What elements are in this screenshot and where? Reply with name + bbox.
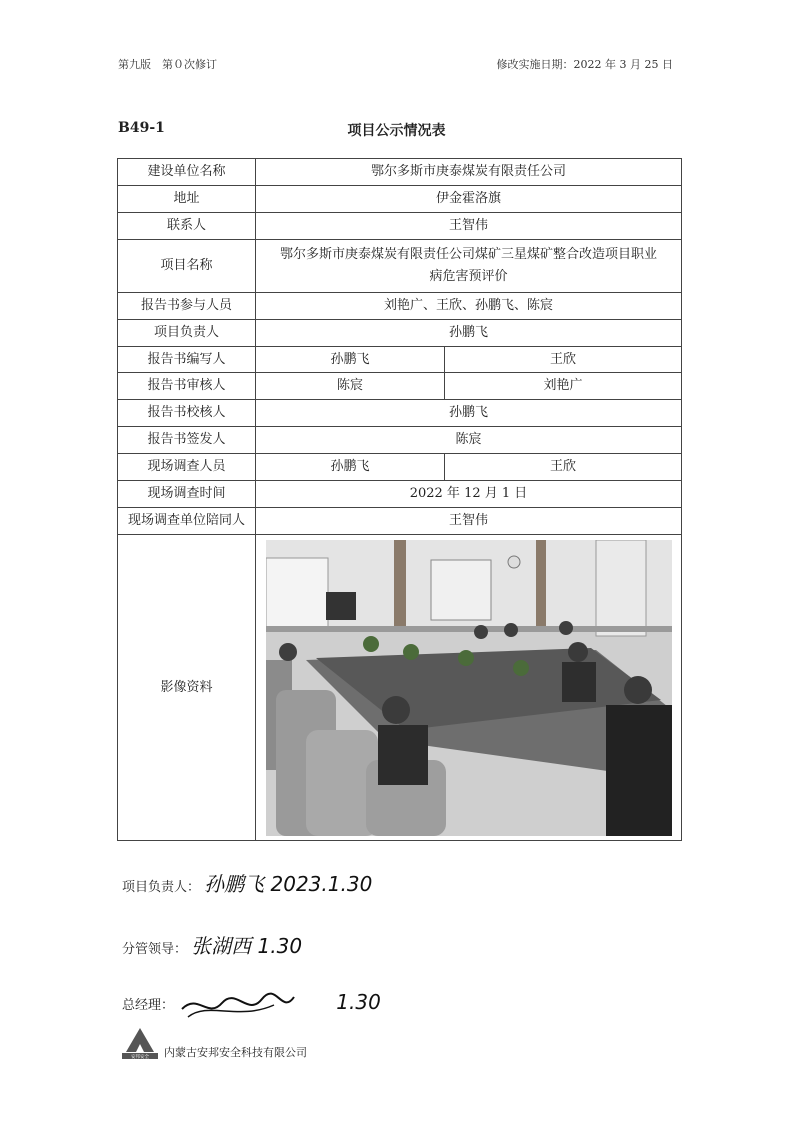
row-label: 报告书校核人 [118, 400, 256, 427]
division-lead-signature-label: 分管领导： [122, 942, 188, 957]
general-manager-scribble-icon [178, 991, 298, 1021]
table-row [118, 427, 682, 454]
project-name-value [256, 240, 682, 293]
project-lead-value: 孙鹏飞 [256, 320, 682, 347]
reviewer-2: 刘艳广 [445, 373, 682, 400]
row-label: 项目负责人 [118, 320, 256, 347]
table-row [118, 454, 682, 481]
row-label: 报告书编写人 [118, 347, 256, 373]
table-row [118, 481, 682, 508]
survey-time-value: 2022 年 12 月 1 日 [256, 481, 682, 508]
company-footer [122, 1026, 422, 1062]
page-title: 项目公示情况表 [347, 123, 446, 139]
row-label: 报告书参与人员 [118, 293, 256, 320]
proofreader-value: 孙鹏飞 [256, 400, 682, 427]
row-label: 现场调查人员 [118, 454, 256, 481]
row-label: 报告书签发人 [118, 427, 256, 454]
construction-unit-value: 鄂尔多斯市庚泰煤炭有限责任公司 [256, 159, 682, 186]
project-info-table [117, 158, 682, 841]
division-lead-signature-row [122, 930, 302, 959]
form-code: B49-1 [118, 120, 165, 136]
photo-cell [256, 535, 682, 841]
table-row [118, 320, 682, 347]
general-manager-signature-row [122, 990, 381, 1021]
project-lead-signature-row [122, 868, 372, 897]
company-logo-icon [122, 1026, 158, 1060]
table-row [118, 535, 682, 841]
division-lead-signature: 张湖西 1.30 [191, 934, 303, 958]
project-lead-signature-label: 项目负责人： [122, 880, 201, 895]
logo-text: 安邦安全 [131, 1055, 149, 1060]
row-label: 建设单位名称 [118, 159, 256, 186]
project-lead-signature: 孙鹏飞 2023.1.30 [204, 872, 373, 896]
general-manager-signature-label: 总经理： [122, 998, 175, 1013]
table-row [118, 240, 682, 293]
effective-date: 修改实施日期：2022 年 3 月 25 日 [496, 58, 673, 71]
address-value: 伊金霍洛旗 [256, 186, 682, 213]
meeting-photo [266, 540, 672, 836]
escort-value: 王智伟 [256, 508, 682, 535]
row-label: 项目名称 [118, 240, 256, 293]
table-row [118, 293, 682, 320]
contact-value: 王智伟 [256, 213, 682, 240]
row-label: 报告书审核人 [118, 373, 256, 400]
survey-staff-1: 孙鹏飞 [256, 454, 445, 481]
writer-2: 王欣 [445, 347, 682, 373]
survey-staff-2: 王欣 [445, 454, 682, 481]
row-label: 影像资料 [118, 535, 256, 841]
table-row [118, 186, 682, 213]
row-label: 联系人 [118, 213, 256, 240]
table-row [118, 213, 682, 240]
project-name-line1: 鄂尔多斯市庚泰煤炭有限责任公司煤矿三星煤矿整合改造项目职业 [280, 247, 658, 262]
general-manager-signature: 1.30 [336, 990, 381, 1014]
issuer-value: 陈宸 [256, 427, 682, 454]
table-row [118, 159, 682, 186]
table-row [118, 508, 682, 535]
table-row [118, 373, 682, 400]
writer-1: 孙鹏飞 [256, 347, 445, 373]
row-label: 现场调查单位陪同人 [118, 508, 256, 535]
table-row [118, 347, 682, 373]
reviewer-1: 陈宸 [256, 373, 445, 400]
table-row [118, 400, 682, 427]
row-label: 现场调查时间 [118, 481, 256, 508]
version-label: 第九版 第０次修订 [118, 58, 217, 71]
company-name: 内蒙古安邦安全科技有限公司 [164, 1046, 307, 1059]
participants-value: 刘艳广、王欣、孙鹏飞、陈宸 [256, 293, 682, 320]
project-name-line2: 病危害预评价 [429, 269, 508, 284]
row-label: 地址 [118, 186, 256, 213]
